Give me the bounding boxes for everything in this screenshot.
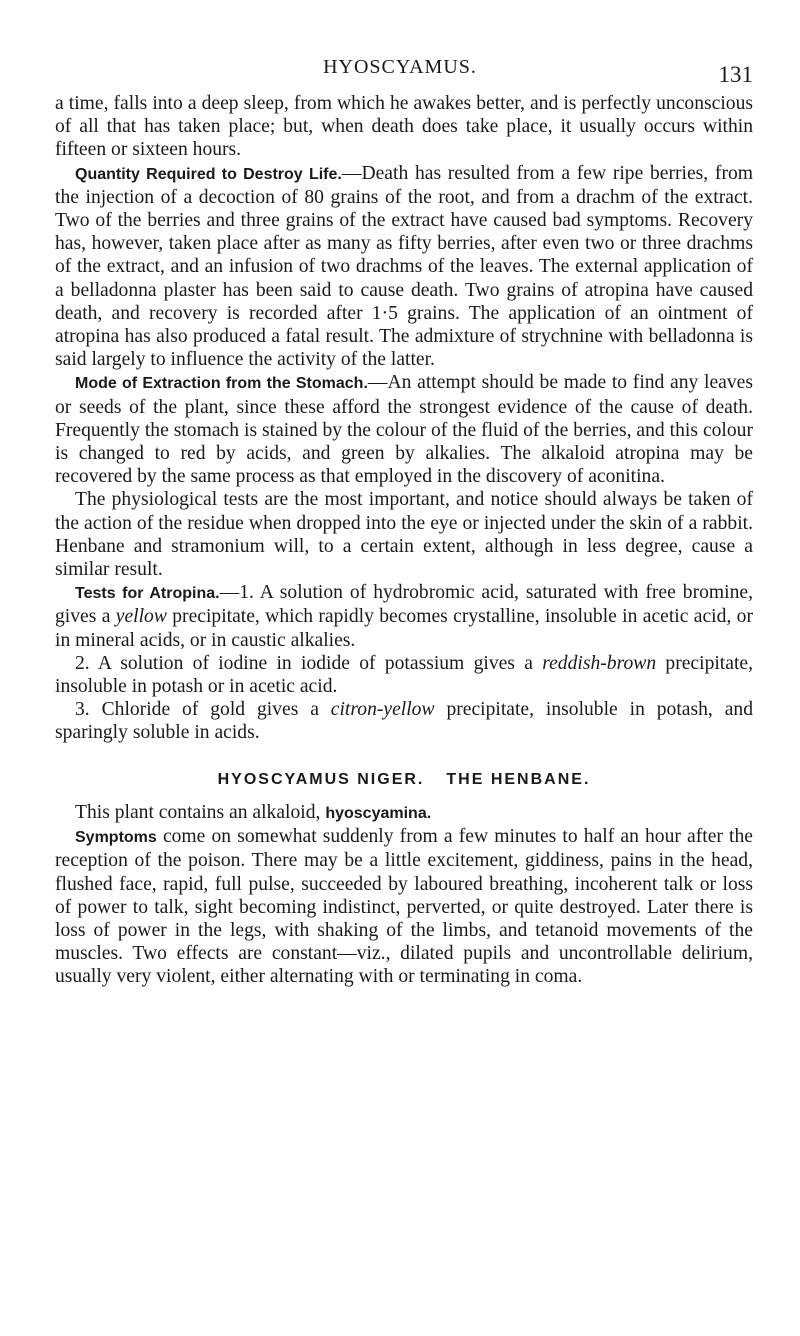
test-2-pre: 2. A solution of iodine in iodide of potassium gives a	[75, 652, 533, 674]
paragraph-continuation: a time, falls into a deep sleep, from which he awakes better, and is perfectly unconscious of all that has taken place; but, when death does take place, it usually occurs within fifteen or sixteen hours.	[55, 93, 753, 161]
test-1-colour: yellow	[115, 606, 167, 628]
heading-tests-for-atropina: Tests for Atropina.	[75, 585, 220, 603]
section-heading-common: THE HENBANE.	[446, 770, 591, 788]
quantity-text: —Death has resulted from a few ripe berries, from the injection of a decoction of 80 grains of the root, and from a drachm of the extract. Two of the berries and three grains of the extract have caused bad symptoms. Recovery has, however, taken place after as many as fifty berries, after even two or three drachms of the extract, and an infusion of two drachms of the leaves. The external application of a belladonna plaster has been said to cause death. Two grains of atropina have caused death, and recovery is recorded after 1·5 grains. The application of an ointment of atropina has also produced a fatal result. The admixture of strychnine with belladonna is said largely to influence the activity of the latter.	[55, 162, 754, 371]
test-3-post: precipitate, insoluble in potash, and sparingly soluble in acids.	[55, 699, 753, 744]
section-heading-latin: HYOSCYAMUS NIGER.	[217, 770, 425, 788]
paragraph-extraction	[55, 371, 753, 488]
paragraph-test-2	[55, 652, 753, 698]
heading-symptoms: Symptoms	[75, 829, 157, 847]
henbane-intro-text: This plant contains an alkaloid,	[75, 801, 321, 823]
paragraph-physiological-tests: The physiological tests are the most important, and notice should always be taken of the action of the residue when dropped into the eye or injected under the skin of a rabbit. Henbane and stramonium will, to a certain extent, although in less degree, cause a similar result.	[55, 489, 753, 581]
test-1-post: precipitate, which rapidly becomes crystalline, insoluble in acetic acid, or in mineral acids, or in caustic alkalies.	[55, 606, 753, 651]
running-head	[0, 56, 800, 86]
paragraph-test-3	[55, 698, 753, 744]
test-3-colour: citron-yellow	[330, 699, 435, 721]
extraction-text: —An attempt should be made to find any leaves or seeds of the plant, since these afford the strongest evidence of the cause of death. Frequently the stomach is stained by the colour of the fluid of the berries, and this colour is changed to red by acids, and green by alkalies. The alkaloid atropina may be recovered by the same process as that employed in the discovery of aconitina.	[55, 372, 753, 488]
test-2-post: precipitate, insoluble in potash or in acetic acid.	[55, 652, 753, 698]
test-3-pre: 3. Chloride of gold gives a	[75, 699, 319, 721]
running-title: HYOSCYAMUS.	[323, 56, 477, 78]
test-1-pre: —1. A solution of hydrobromic acid, saturated with free bromine, gives a	[55, 582, 753, 628]
paragraph-test-1	[55, 581, 753, 652]
test-2-colour: reddish-brown	[542, 652, 657, 674]
paragraph-quantity	[55, 162, 753, 372]
paragraph-henbane-intro	[55, 801, 753, 825]
alkaloid-name: hyoscyamina.	[325, 804, 432, 822]
page-body	[55, 92, 753, 989]
symptoms-text: come on somewhat suddenly from a few minutes to half an hour after the reception of the poison. There may be a little excitement, giddiness, pains in the head, flushed face, rapid, full pulse, succeeded by laboured breathing, incoherent talk or loss of power to talk, sight becoming indistinct, perverted, or quite destroyed. Later there is loss of power in the legs, with shaking of the limbs, and tetanoid movements of the muscles. Two effects are constant—viz., dilated pupils and uncontrollable delirium, usually very violent, either alternating with or terminating in coma.	[55, 826, 753, 988]
heading-mode-of-extraction: Mode of Extraction from the Stomach.	[75, 375, 368, 393]
section-heading-hyoscyamus	[55, 768, 753, 791]
paragraph-symptoms	[55, 825, 753, 988]
page-number: 131	[718, 62, 753, 87]
heading-quantity-required: Quantity Required to Destroy Life.	[75, 165, 342, 183]
